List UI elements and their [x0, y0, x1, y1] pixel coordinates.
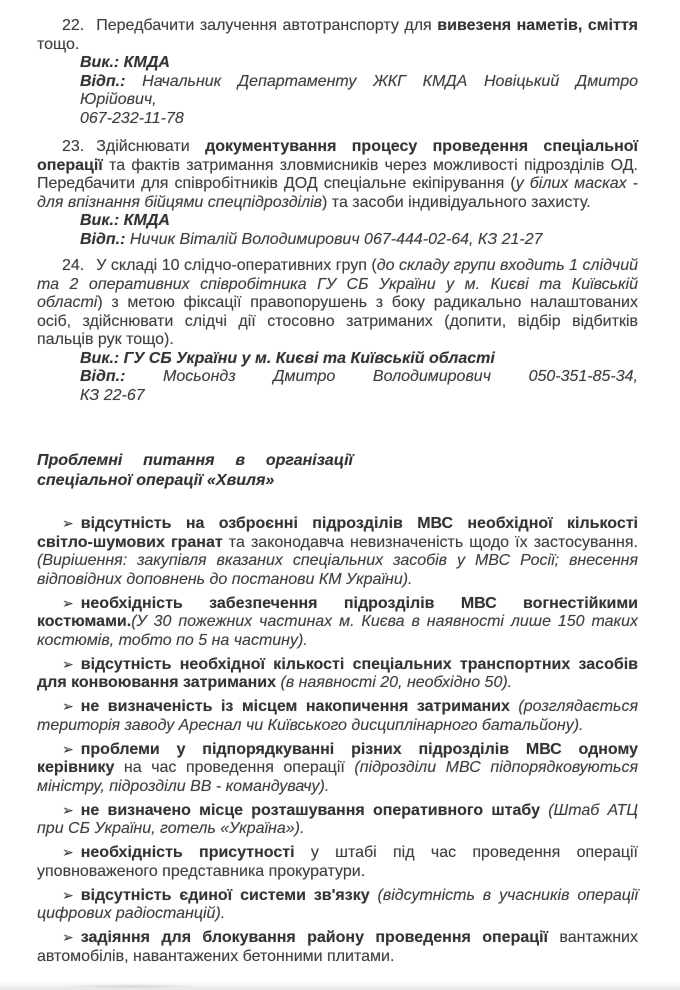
problem-item-4 [37, 698, 638, 735]
section-heading [37, 451, 353, 491]
bullet-bold-run: не визначеність із місцем накопичення затриманих [80, 698, 510, 715]
p24-text-run: У складі 10 слідчо-оперативних груп ( [96, 257, 377, 274]
bullet-italic-run: (відсутність в учасників операції цифрових радіостанцій). [37, 886, 638, 922]
bullet-bold-run: відсутність на озброєнні підрозділів МВС необхідної кількості світло-шумових гранат [37, 515, 638, 551]
paragraph-23 [37, 138, 638, 212]
p23-bold-run: документування процесу проведення спеціальної операції [37, 138, 638, 174]
problem-item-3 [37, 656, 638, 693]
p22-line-2: тощо. [37, 35, 80, 53]
arrow-bullet-icon: ➢ [62, 699, 74, 715]
p22-vik-line: Вик.: КМДА [80, 54, 170, 71]
bullet-bold-run: необхідність забезпечення підрозділів МВС вогнестійкими костюмами. [37, 594, 638, 630]
p23-text-run: Здійснювати [96, 138, 206, 155]
bullet-bold-run: необхідність присутності [80, 844, 295, 861]
bullet-bold-run: проблеми у підпорядкуванні різних підрозділів МВС одному керівнику [37, 740, 638, 776]
arrow-bullet-icon: ➢ [62, 516, 74, 532]
problem-item-2 [37, 595, 638, 651]
p23-vidp-text: Ничик Віталій Володимирович 067-444-02-64, КЗ 21-27 [125, 230, 543, 248]
arrow-bullet-icon: ➢ [62, 656, 74, 673]
problem-item-1 [37, 515, 638, 589]
p23-executor-block [80, 212, 638, 249]
p23-number: 23. [62, 138, 85, 155]
bullet-italic-run: (Штаб АТЦ при СБ України, готель «Україна»). [37, 801, 638, 837]
bullet-bold-run: відсутність єдиної системи зв'язку [80, 886, 370, 904]
bullet-italic-run: (розглядається територія заводу Ареснал чи Київського дисциплінарного батальйону). [37, 698, 638, 734]
p22-vidp-line-1 [80, 73, 638, 110]
p23-vik-line: Вик.: КМДА [80, 212, 170, 229]
p24-vik-line: Вик.: ГУ СБ України у м. Києві та Київській області [80, 349, 495, 367]
bullet-italic-run: (в наявності 20, необхідно 50). [276, 674, 513, 691]
p22-executor-block [80, 54, 638, 128]
p22-number: 22. [62, 17, 85, 34]
problem-item-7 [37, 844, 638, 881]
bullet-italic-run: (підрозділи МВС підпорядковуються міністру, підрозділи ВВ - командувачу). [37, 759, 638, 795]
bullet-text-run: та законодавча невизначеність щодо їх застосування. [222, 533, 639, 551]
arrow-bullet-icon: ➢ [62, 845, 74, 861]
p22-bold-run: вивезеня наметів, сміття [437, 17, 639, 34]
p22-vidp-label: Відп.: [80, 72, 126, 90]
p23-text-run: та фактів затримання зловмисників через можливості підрозділів ОД. Передбачити для співробітників ДОД спеціальне екіпірування ( [37, 156, 638, 192]
p24-vidp-text: Мосьондз Дмитро Володимирович 050-351-85-34, [125, 368, 638, 385]
arrow-bullet-icon: ➢ [62, 930, 74, 946]
paragraph-22 [37, 17, 638, 54]
arrow-bullet-icon: ➢ [62, 887, 74, 904]
arrow-bullet-icon: ➢ [62, 802, 74, 819]
p22-vidp-line-2: 067-232-11-78 [80, 109, 184, 127]
heading-line-1: Проблемні питання в організації [37, 452, 353, 469]
arrow-bullet-icon: ➢ [62, 595, 74, 612]
bullet-text-run: вантажних автомобілів, навантажених бетонними плитами. [37, 929, 638, 965]
bullet-text-run: на час проведення операції [114, 759, 355, 776]
p24-vidp-line-2: КЗ 22-67 [80, 386, 145, 404]
p24-executor-block [80, 350, 638, 406]
p23-text-run: ) та засоби індивідуального захисту. [322, 193, 591, 211]
p23-italic-run: у білих масках - для впізнання бійцями спецпідрозділів [37, 175, 638, 211]
arrow-bullet-icon: ➢ [62, 741, 74, 758]
bullet-bold-run: не визначено місце розташування оперативного штабу [80, 801, 540, 819]
problem-item-6 [37, 802, 638, 839]
heading-line-2: спеціальної операції «Хвиля» [37, 472, 275, 489]
bullet-text-run: у штабі під час проведення операції уповноваженого представника прокуратури. [37, 844, 639, 880]
p24-vidp-line-1 [80, 368, 638, 387]
p22-line-1 [37, 17, 638, 36]
paragraph-24 [37, 257, 638, 350]
bullet-italic-run: (Вирішення: закупівля вказаних спеціальних засобів у МВС Росії; внесення відповідних доповнень до постанови КМ України). [37, 552, 638, 588]
bullet-bold-run: задіяння для блокування району проведення операції [80, 929, 549, 946]
p24-text-run: ) з метою фіксації правопорушень з боку радикально налаштованих осіб, здійснювати слідчі дії стосовно затриманих (допити, відбір відбитків пальців рук тощо). [37, 294, 638, 348]
p24-number: 24. [62, 257, 85, 274]
p22-text-run: Передбачити залучення автотранспорту для [96, 17, 438, 34]
problem-item-9 [37, 929, 638, 966]
p22-vidp-text: Начальник Департаменту ЖКГ КМДА Новіцький Дмитро Юрійович, [80, 72, 638, 108]
p23-vidp-label: Відп.: [80, 230, 126, 248]
p24-vidp-label: Відп.: [80, 368, 126, 385]
p24-italic-run: до складу групи входить 1 слідчий та 2 оперативних співробітника ГУ СБ України у м. Києві та Київській області [37, 257, 638, 311]
bullet-italic-run: (У 30 пожежних частинах м. Києва в наявності лише 150 таких костюмів, тобто по 5 на частину). [37, 613, 638, 649]
problem-item-5 [37, 741, 638, 797]
bullet-bold-run: відсутність необхідної кількості спеціальних транспортних засобів для конвоювання затриманих [37, 655, 638, 691]
p23-vidp-line [80, 231, 638, 250]
problem-item-8 [37, 887, 638, 924]
scan-bottom-edge [0, 981, 680, 990]
